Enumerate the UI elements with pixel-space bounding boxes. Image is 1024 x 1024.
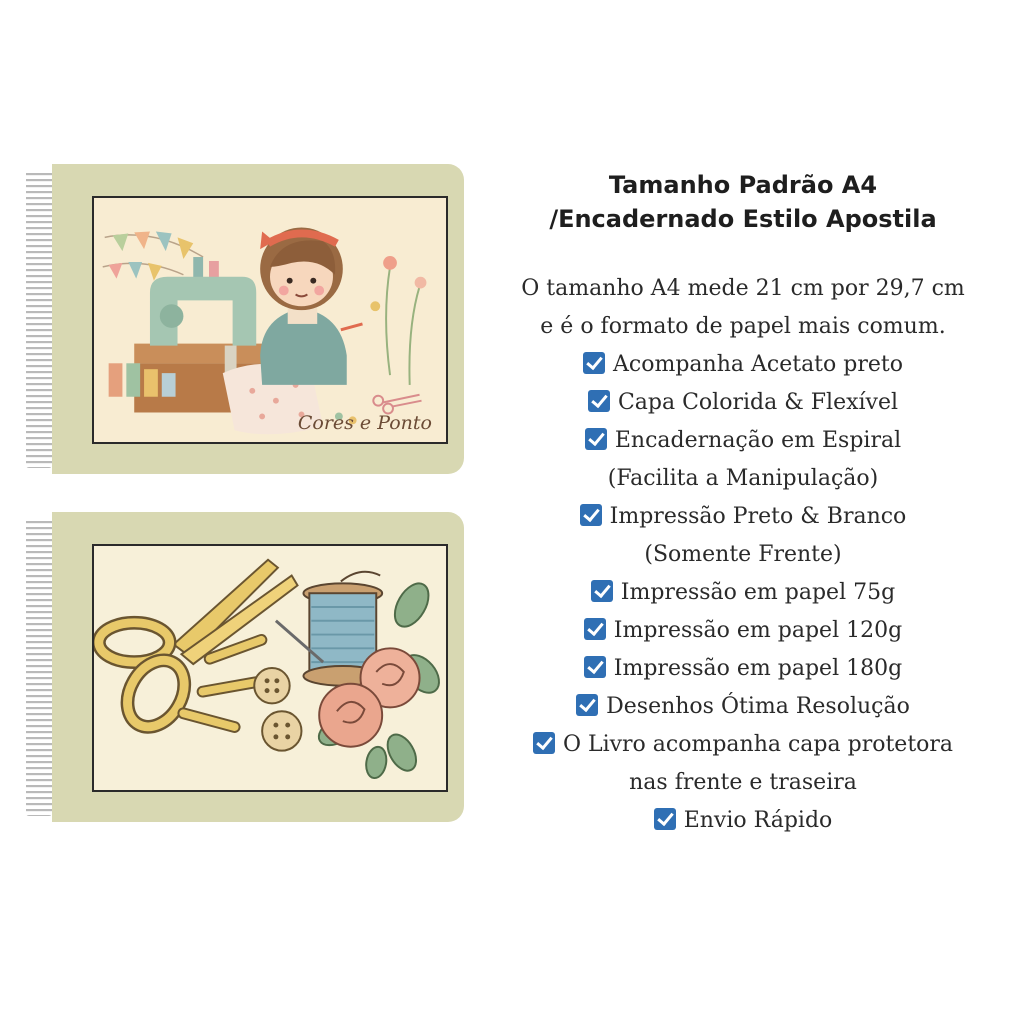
check-icon (583, 352, 605, 374)
feature-item (478, 498, 1008, 536)
cover-board (52, 164, 464, 474)
feature-label: Desenhos Ótima Resolução (606, 694, 910, 719)
feature-label: O Livro acompanha capa protetora (562, 732, 954, 757)
feature-item (478, 384, 1008, 422)
feature-sub: nas frente e traseira (629, 770, 857, 795)
check-icon (585, 428, 607, 450)
feature-item (478, 650, 1008, 688)
book-cover-mockup (26, 164, 464, 474)
feature-label: Encadernação em Espiral (614, 428, 902, 453)
spiral-binding (26, 170, 52, 468)
heading-line-1: Tamanho Padrão A4 (608, 171, 878, 199)
feature-sub: (Facilita a Manipulação) (607, 466, 879, 491)
cover-board (52, 512, 464, 822)
check-icon (591, 580, 613, 602)
check-icon (584, 656, 606, 678)
cover-title: Cores e Ponto (297, 412, 432, 434)
check-icon (533, 732, 555, 754)
feature-item (478, 726, 1008, 764)
check-icon (654, 808, 676, 830)
feature-label: Impressão em papel 180g (613, 656, 903, 681)
product-description (478, 270, 1008, 346)
feature-label: Impressão em papel 120g (613, 618, 903, 643)
product-heading (478, 168, 1008, 236)
heading-line-2: /Encadernado Estilo Apostila (549, 205, 937, 233)
feature-item (478, 802, 1008, 840)
feature-sub: (Somente Frente) (644, 542, 842, 567)
check-icon (576, 694, 598, 716)
sewing-tools-illustration (94, 546, 446, 790)
check-icon (580, 504, 602, 526)
book-inner-mockup (26, 512, 464, 822)
feature-item (478, 574, 1008, 612)
description-line-1: O tamanho A4 mede 21 cm por 29,7 cm (521, 276, 965, 301)
feature-item (478, 612, 1008, 650)
feature-label: Impressão Preto & Branco (609, 504, 907, 529)
check-icon (584, 618, 606, 640)
feature-label: Capa Colorida & Flexível (617, 390, 899, 415)
feature-item (478, 688, 1008, 726)
feature-label: Impressão em papel 75g (620, 580, 896, 605)
product-info (478, 168, 1008, 840)
inner-page-illustration (92, 544, 448, 792)
girl-sewing-illustration (94, 198, 446, 442)
feature-label: Envio Rápido (683, 808, 833, 833)
feature-label: Acompanha Acetato preto (613, 352, 903, 377)
feature-item (478, 346, 1008, 384)
cover-illustration (92, 196, 448, 444)
feature-list (478, 346, 1008, 840)
check-icon (588, 390, 610, 412)
description-line-2: e é o formato de papel mais comum. (540, 314, 946, 339)
spiral-binding (26, 518, 52, 816)
feature-item (478, 422, 1008, 460)
